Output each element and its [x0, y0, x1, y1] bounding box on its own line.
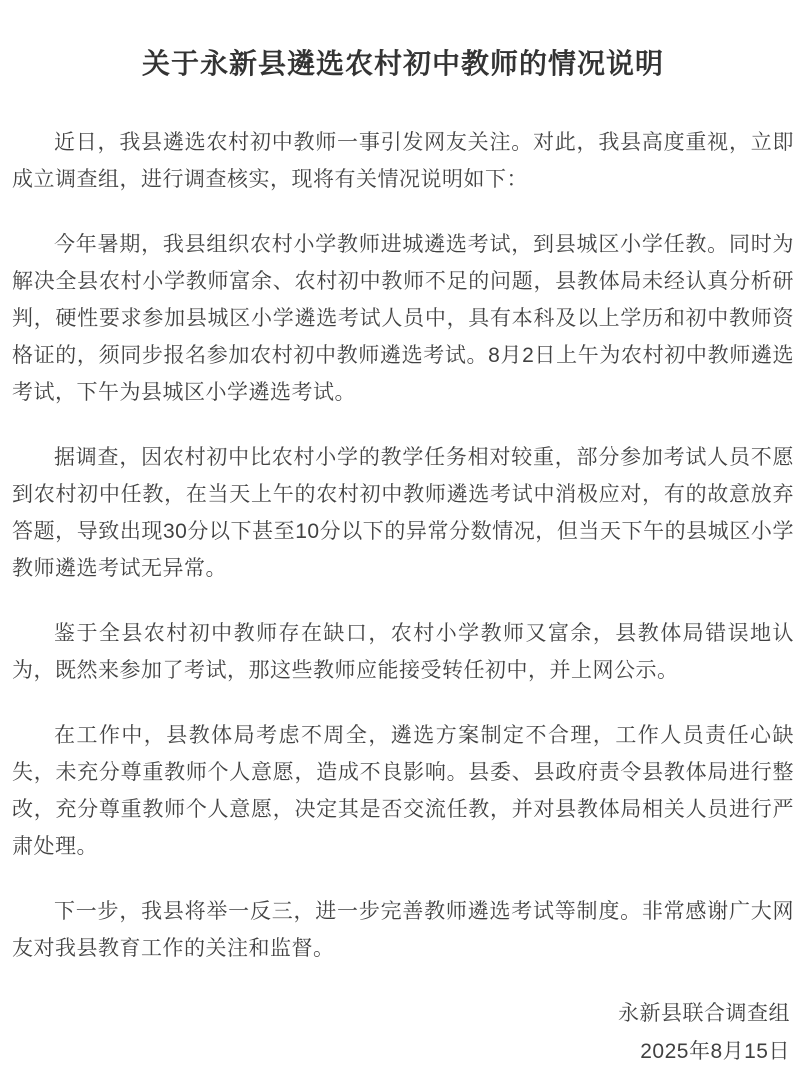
signature: 永新县联合调查组	[618, 1002, 790, 1025]
paragraph: 下一步，我县将举一反三，进一步完善教师遴选考试等制度。非常感谢广大网友对我县教育工作的关注和监督。	[12, 900, 794, 960]
document-title: 关于永新县遴选农村初中教师的情况说明	[141, 48, 664, 79]
paragraph: 近日，我县遴选农村初中教师一事引发网友关注。对此，我县高度重视，立即成立调查组，进行调查核实，现将有关情况说明如下：	[12, 131, 794, 191]
document-body	[12, 124, 794, 967]
paragraph: 鉴于全县农村初中教师存在缺口，农村小学教师又富余，县教体局错误地认为，既然来参加了考试，那这些教师应能接受转任初中，并上网公示。	[12, 622, 794, 682]
paragraph: 今年暑期，我县组织农村小学教师进城遴选考试，到县城区小学任教。同时为解决全县农村小学教师富余、农村初中教师不足的问题，县教体局未经认真分析研判，硬性要求参加县城区小学遴选考试人员中，具有本科及以上学历和初中教师资格证的，须同步报名参加农村初中教师遴选考试。8月2日上午为农村初中教师遴选考试，下午为县城区小学遴选考试。	[12, 233, 794, 404]
signature-block	[12, 995, 794, 1071]
signature-date: 2025年8月15日	[640, 1040, 790, 1063]
paragraph: 据调查，因农村初中比农村小学的教学任务相对较重，部分参加考试人员不愿到农村初中任教，在当天上午的农村初中教师遴选考试中消极应对，有的故意放弃答题，导致出现30分以下甚至10分以下的异常分数情况，但当天下午的县城区小学教师遴选考试无异常。	[12, 446, 794, 580]
paragraph: 在工作中，县教体局考虑不周全，遴选方案制定不合理，工作人员责任心缺失，未充分尊重教师个人意愿，造成不良影响。县委、县政府责令县教体局进行整改，充分尊重教师个人意愿，决定其是否交流任教，并对县教体局相关人员进行严肃处理。	[12, 724, 794, 858]
